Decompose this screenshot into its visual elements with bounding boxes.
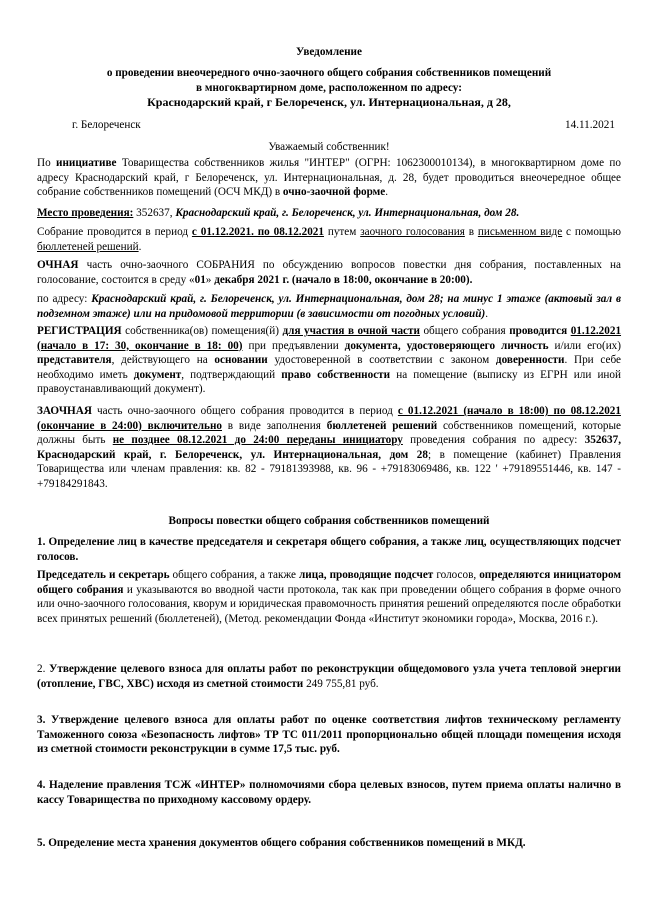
venue-paragraph: Место проведения: 352637, Краснодарский край, г. Белореченск, ул. Интернациональная, дом 28. — [37, 207, 520, 219]
intro-paragraph: По инициативе Товарищества собственников жилья "ИНТЕР" (ОГРН: 1062300010134), в многоквартирном доме по адресу Краснодарский край, г Белореченск, ул. Интернациональная, д. 28, будет проводиться внеочередное общее собрание собственников помещений (ОСЧ МКД) в очно-заочной форме. — [37, 157, 621, 199]
notice-subtitle-2: в многоквартирном доме, расположенном по адресу: — [196, 82, 462, 94]
agenda-item-1-text: Председатель и секретарь общего собрания, а также лица, проводящие подсчет голосов, определяются инициатором общего собрания и указываются во вводной части протокола, так как при проведении общего собрания в форме очного или очно-заочного голосования, кворум и юридическая правомочность принятия решений определяются после обработки всех принятых решений (бюллетеней), (Метод. рекомендации Фонда «Институт экономики города», Москва, 2016 г.). — [37, 569, 622, 625]
city: г. Белореченск — [72, 119, 141, 131]
notice-date: 14.11.2021 — [565, 119, 615, 131]
agenda-item-5: 5. Определение места хранения документов общего собрания собственников помещений в МКД. — [37, 837, 526, 849]
agenda-item-2: 2. Утверждение целевого взноса для оплаты работ по реконструкции общедомового узла учета тепловой энергии (отопление, ГВС, ХВС) исходя из сметной стоимости 249 755,81 руб. — [37, 663, 621, 690]
agenda-item-1: 1. Определение лиц в качестве председателя и секретаря общего собрания, а также лиц, осуществляющих подсчет голосов. — [37, 536, 621, 563]
agenda-item-4: 4. Наделение правления ТСЖ «ИНТЕР» полномочиями сбора целевых взносов, путем приема оплаты налично в кассу Товарищества по приходному кассовому ордеру. — [37, 779, 621, 806]
notice-subtitle-1: о проведении внеочередного очно-заочного общего собрания собственников помещений — [106, 67, 552, 79]
notice-subtitle-3: Краснодарский край, г Белореченск, ул. Интернациональная, д 28, — [147, 95, 511, 109]
period-paragraph: Собрание проводится в период с 01.12.2021. по 08.12.2021 путем заочного голосования в письменном виде с помощью бюллетеней решений. — [37, 226, 621, 253]
agenda-title: Вопросы повестки общего собрания собственников помещений — [168, 515, 490, 527]
notice-title: Уведомление — [296, 46, 362, 58]
registration-paragraph: РЕГИСТРАЦИЯ собственника(ов) помещения(й) для участия в очной части общего собрания проводится 01.12.2021 (начало в 17: 30, окончание в 18: 00) при предъявлении документа, удостоверяющего личность и/или его(их) представителя, действующего на основании удостоверенной в соответствии с законом доверенности. При себе необходимо иметь документ, подтверждающий право собственности на помещение (выписку из ЕГРН или иной правоустанавливающий документ). — [37, 325, 622, 396]
in-person-address: по адресу: Краснодарский край, г. Белореченск, ул. Интернациональная, дом 28; на минус 1 этаже (актовый зал в подземном этаже) или на придомовой территории (в зависимости от погодных условий). — [37, 293, 621, 320]
in-person-paragraph: ОЧНАЯ часть очно-заочного СОБРАНИЯ по обсуждению вопросов повестки дня собрания, поставленных на голосование, состоится в среду «01» декабря 2021 г. (начало в 18:00, окончание в 20:00). — [37, 259, 621, 286]
absentee-paragraph: ЗАОЧНАЯ часть очно-заочного общего собрания проводится в период с 01.12.2021 (начало в 18:00) по 08.12.2021 (окончание в 24:00) включительно в виде заполнения бюллетеней решений собственников помещений, которые должны быть не позднее 08.12.2021 до 24:00 переданы инициатору проведения собрания по адресу: 352637, Краснодарский край, г. Белореченск, ул. Интернациональная, дом 28; в помещение (кабинет) Правления Товарищества или членам правления: кв. 82 - 79181393988, кв. 96 - +79183069486, кв. 122 ' +79189551446, кв. 147 - +79184291843. — [37, 405, 622, 490]
greeting: Уважаемый собственник! — [268, 141, 390, 153]
agenda-item-3: 3. Утверждение целевого взноса для оплаты работ по оценке соответствия лифтов техническому регламенту Таможенного союза «Безопасность лифтов» ТР ТС 011/2011 пропорционально общей площади помещения исходя из сметной стоимости реконструкции в сумме 17,5 тыс. руб. — [37, 714, 621, 756]
